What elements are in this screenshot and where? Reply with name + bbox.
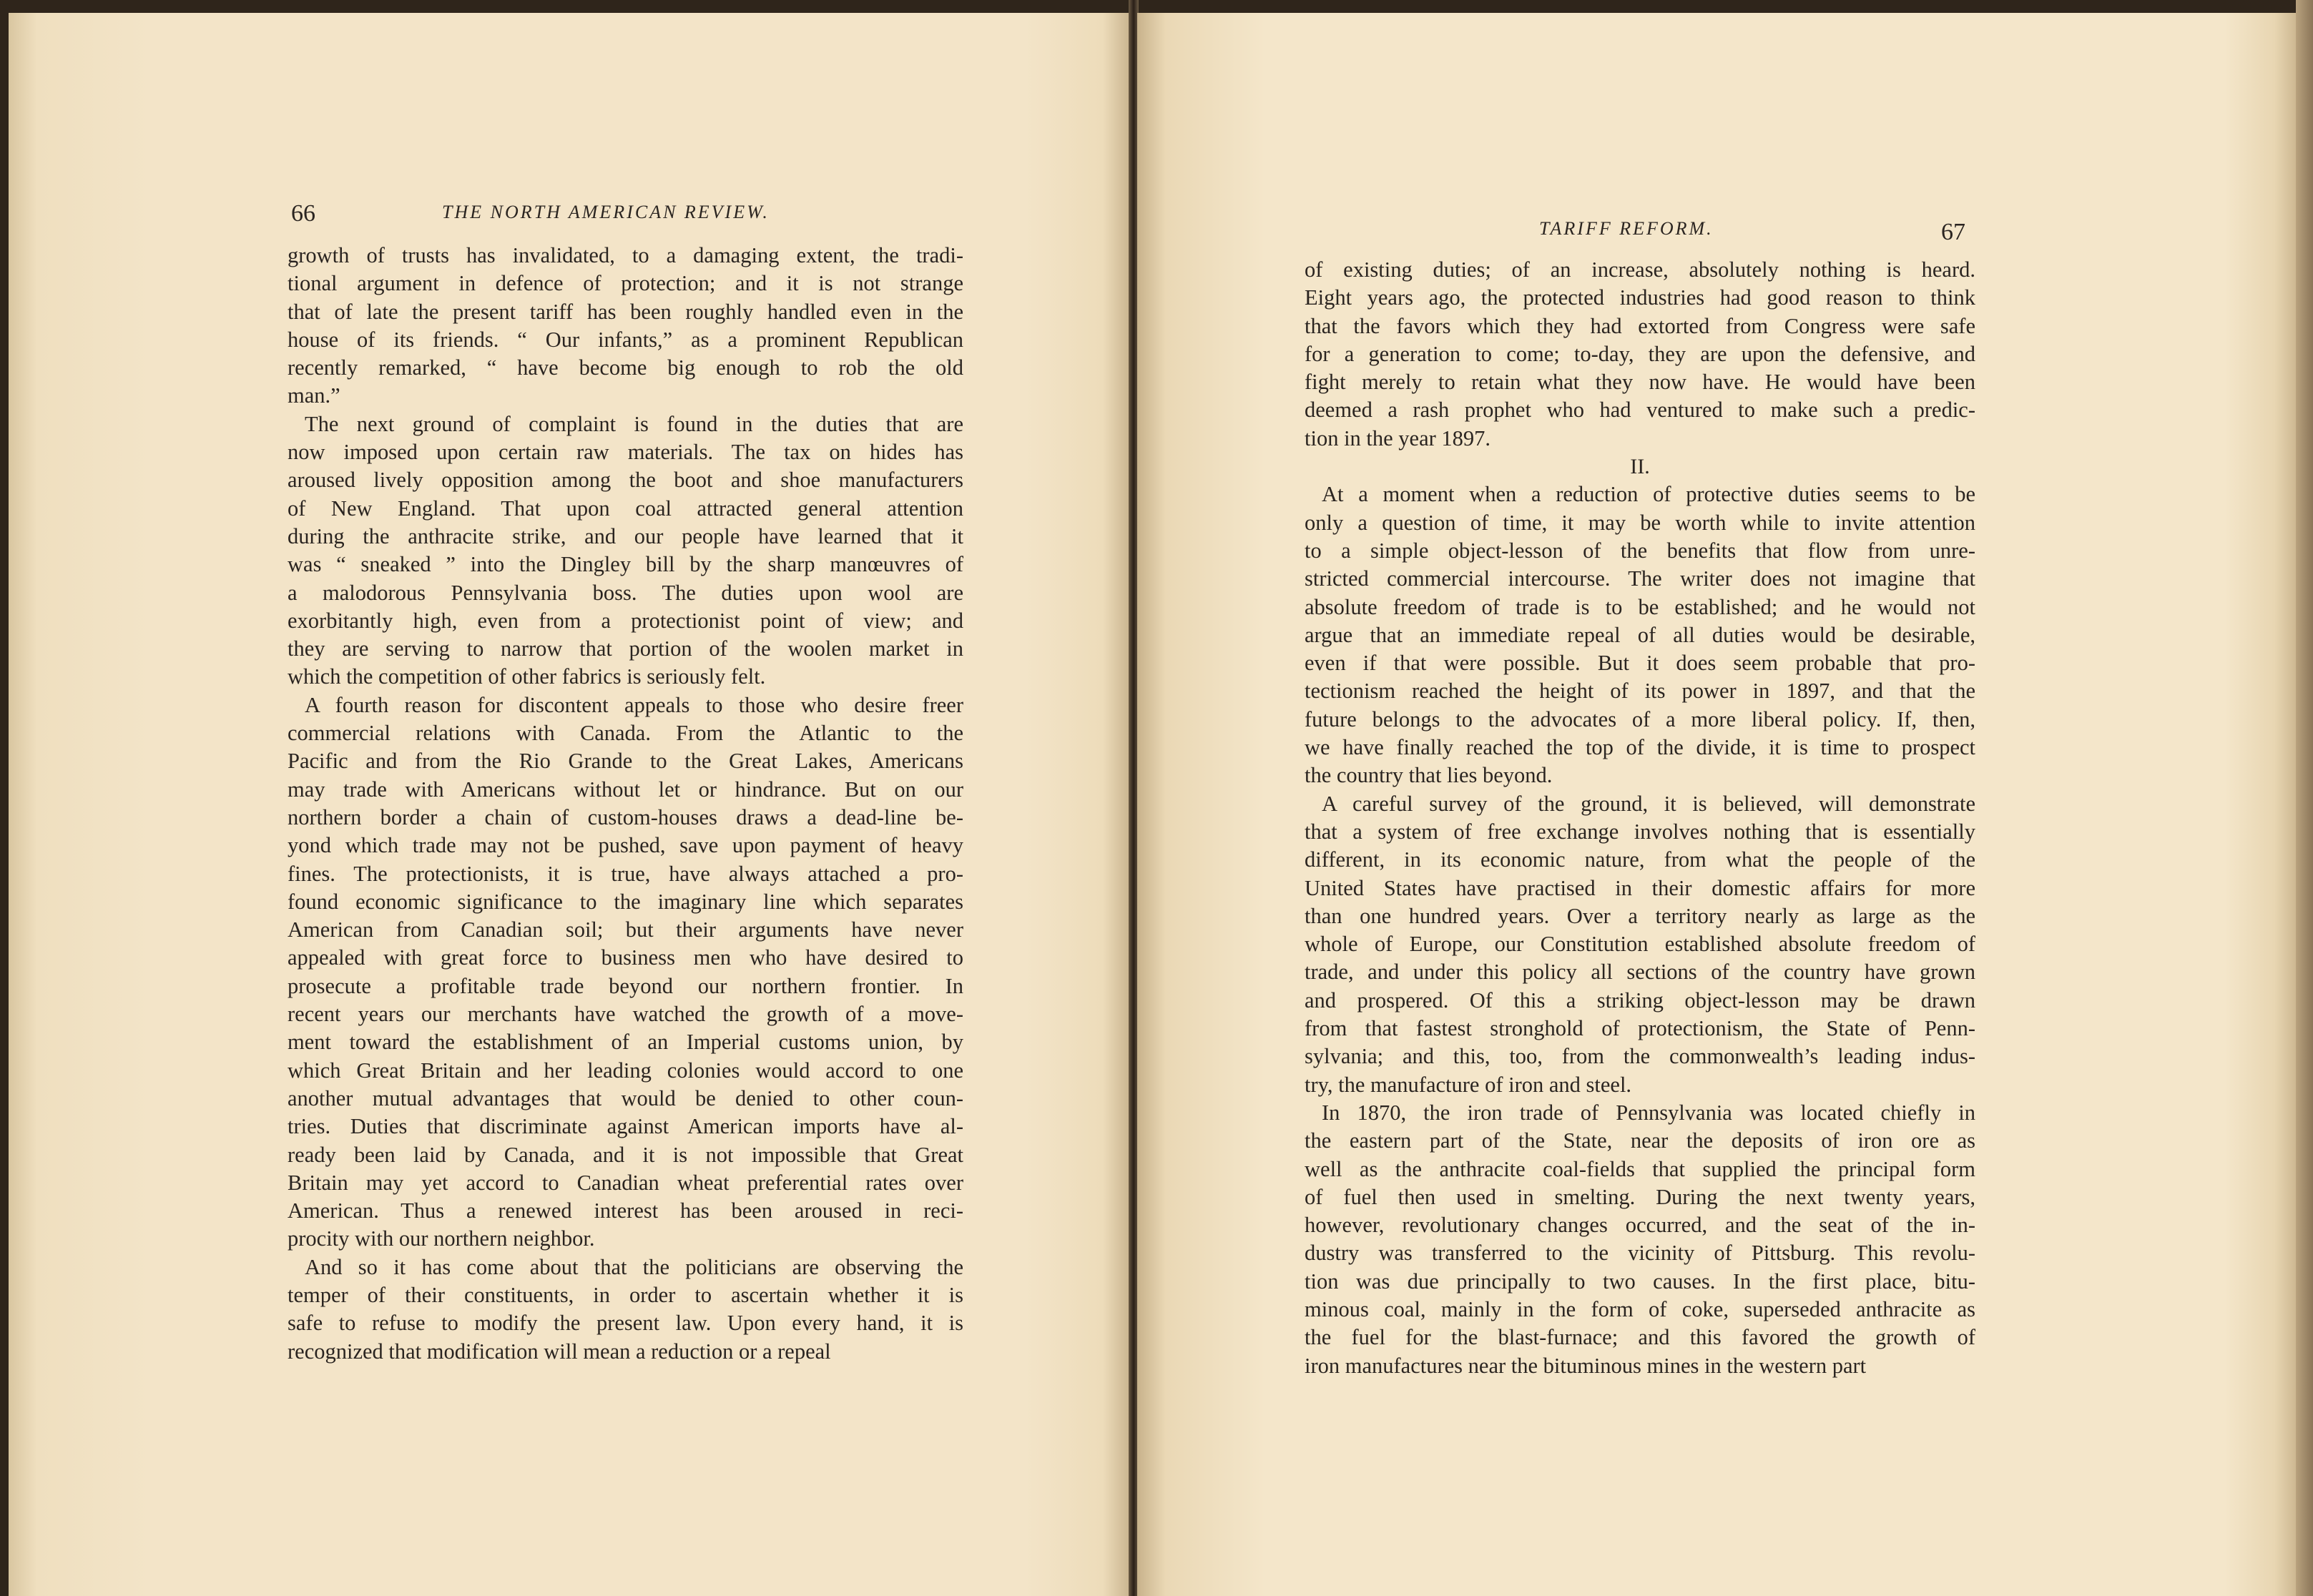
text-line: which Great Britain and her leading colonies would accord to one xyxy=(288,1058,963,1083)
text-line: Eight years ago, the protected industries had good reason to think xyxy=(1305,285,1975,310)
text-line: tion in the year 1897. xyxy=(1305,425,1491,450)
text-line: commercial relations with Canada. From the Atlantic to the xyxy=(288,721,963,746)
text-line: however, revolutionary changes occurred, and the seat of the in- xyxy=(1305,1213,1975,1238)
text-line: United States have practised in their domestic affairs for more xyxy=(1305,875,1975,900)
text-line: the eastern part of the State, near the deposits of iron ore as xyxy=(1305,1128,1975,1153)
text-line: the fuel for the blast-furnace; and this favored the growth of xyxy=(1305,1325,1975,1350)
text-line: man.” xyxy=(288,383,340,408)
text-line: temper of their constituents, in order to ascertain whether it is xyxy=(288,1282,963,1307)
text-line: even if that were possible. But it does seem probable that pro- xyxy=(1305,651,1975,676)
right-page xyxy=(1137,13,2296,1596)
text-line: than one hundred years. Over a territory nearly as large as the xyxy=(1305,903,1975,928)
text-line: different, in its economic nature, from what the people of the xyxy=(1305,847,1975,872)
text-line: A fourth reason for discontent appeals to those who desire freer xyxy=(305,692,963,717)
text-line: ment toward the establishment of an Imperial customs union, by xyxy=(288,1030,963,1055)
right-page-number: 67 xyxy=(1941,219,1965,245)
text-line: stricted commercial intercourse. The writer does not imagine that xyxy=(1305,566,1975,591)
left-page-number: 66 xyxy=(291,200,315,227)
text-line: And so it has come about that the politicians are observing the xyxy=(305,1254,963,1279)
text-line: fight merely to retain what they now have. He would have been xyxy=(1305,370,1975,395)
text-line: that the favors which they had extorted from Congress were safe xyxy=(1305,313,1975,338)
text-line: was “ sneaked ” into the Dingley bill by the sharp manœuvres of xyxy=(288,552,963,577)
text-line: of New England. That upon coal attracted general attention xyxy=(288,496,963,521)
text-line: a malodorous Pennsylvania boss. The duties upon wool are xyxy=(288,580,963,605)
left-page-text xyxy=(288,242,963,1366)
text-line: Britain may yet accord to Canadian wheat preferential rates over xyxy=(288,1170,963,1195)
text-line: to a simple object-lesson of the benefits that flow from unre- xyxy=(1305,538,1975,563)
text-line: now imposed upon certain raw materials. The tax on hides has xyxy=(288,440,963,465)
text-line: which the competition of other fabrics is seriously felt. xyxy=(288,664,766,689)
text-line: house of its friends. “ Our infants,” as a prominent Republican xyxy=(288,327,963,352)
text-line: of existing duties; of an increase, absolutely nothing is heard. xyxy=(1305,257,1975,282)
text-line: American. Thus a renewed interest has been aroused in reci- xyxy=(288,1198,963,1223)
text-line: procity with our northern neighbor. xyxy=(288,1226,595,1251)
text-line: appealed with great force to business men who have desired to xyxy=(288,945,963,970)
text-line: trade, and under this policy all sections of the country have grown xyxy=(1305,960,1975,985)
text-line: during the anthracite strike, and our people have learned that it xyxy=(288,523,963,548)
text-line: whole of Europe, our Constitution established absolute freedom of xyxy=(1305,932,1975,957)
text-line: that of late the present tariff has been roughly handled even in the xyxy=(288,299,963,324)
text-line: they are serving to narrow that portion of the woolen market in xyxy=(288,636,963,661)
text-line: only a question of time, it may be worth while to invite attention xyxy=(1305,510,1975,535)
text-line: found economic significance to the imaginary line which separates xyxy=(288,889,963,914)
text-line: tectionism reached the height of its power in 1897, and that the xyxy=(1305,679,1975,704)
text-line: absolute freedom of trade is to be established; and he would not xyxy=(1305,594,1975,619)
text-line: fines. The protectionists, it is true, have always attached a pro- xyxy=(288,861,963,886)
section-number: II. xyxy=(1630,455,1650,479)
text-line: The next ground of complaint is found in the duties that are xyxy=(305,411,963,436)
text-line: try, the manufacture of iron and steel. xyxy=(1305,1072,1632,1097)
text-line: future belongs to the advocates of a more liberal policy. If, then, xyxy=(1305,706,1975,732)
text-line: from that fastest stronghold of protectionism, the State of Penn- xyxy=(1305,1016,1975,1041)
left-page xyxy=(9,13,1130,1596)
text-line: we have finally reached the top of the divide, it is time to prospect xyxy=(1305,735,1975,760)
text-line: At a moment when a reduction of protective duties seems to be xyxy=(1322,482,1975,507)
text-line: dustry was transferred to the vicinity of Pittsburg. This revolu- xyxy=(1305,1241,1975,1266)
text-line: argue that an immediate repeal of all duties would be desirable, xyxy=(1305,622,1975,647)
text-line: American from Canadian soil; but their arguments have never xyxy=(288,917,963,942)
text-line: growth of trusts has invalidated, to a damaging extent, the tradi- xyxy=(288,243,963,267)
text-line: the country that lies beyond. xyxy=(1305,763,1553,788)
book-fore-edge xyxy=(2296,0,2313,1596)
text-line: iron manufactures near the bituminous mines in the western part xyxy=(1305,1353,1867,1378)
text-line: A careful survey of the ground, it is believed, will demonstrate xyxy=(1322,791,1975,816)
text-line: prosecute a profitable trade beyond our northern frontier. In xyxy=(288,973,963,998)
text-line: well as the anthracite coal-fields that supplied the principal form xyxy=(1305,1156,1975,1181)
text-line: and prospered. Of this a striking object-lesson may be drawn xyxy=(1305,987,1975,1013)
left-running-head: THE NORTH AMERICAN REVIEW. xyxy=(442,202,770,222)
text-line: northern border a chain of custom-houses draws a dead-line be- xyxy=(288,804,963,829)
text-line: tional argument in defence of protection; and it is not strange xyxy=(288,271,963,296)
text-line: ready been laid by Canada, and it is not impossible that Great xyxy=(288,1142,963,1167)
text-line: recent years our merchants have watched the growth of a move- xyxy=(288,1002,963,1027)
text-line: that a system of free exchange involves nothing that is essentially xyxy=(1305,819,1975,844)
text-line: may trade with Americans without let or hindrance. But on our xyxy=(288,777,963,802)
text-line: yond which trade may not be pushed, save upon payment of heavy xyxy=(288,833,963,858)
text-line: aroused lively opposition among the boot and shoe manufacturers xyxy=(288,468,963,493)
right-page-text xyxy=(1305,256,1975,1380)
text-line: another mutual advantages that would be denied to other coun- xyxy=(288,1085,963,1110)
text-line: deemed a rash prophet who had ventured to make such a predic- xyxy=(1305,398,1975,423)
text-line: tries. Duties that discriminate against American imports have al- xyxy=(288,1114,963,1139)
text-line: sylvania; and this, too, from the commonwealth’s leading indus- xyxy=(1305,1044,1975,1069)
text-line: recently remarked, “ have become big enough to rob the old xyxy=(288,355,963,380)
text-line: safe to refuse to modify the present law. Upon every hand, it is xyxy=(288,1311,963,1336)
right-running-head: TARIFF REFORM. xyxy=(1539,218,1714,239)
text-line: of fuel then used in smelting. During the next twenty years, xyxy=(1305,1184,1975,1209)
text-line: tion was due principally to two causes. In the first place, bitu- xyxy=(1305,1269,1975,1294)
text-line: In 1870, the iron trade of Pennsylvania was located chiefly in xyxy=(1322,1100,1975,1125)
text-line: exorbitantly high, even from a protectionist point of view; and xyxy=(288,608,963,633)
text-line: minous coal, mainly in the form of coke, superseded anthracite as xyxy=(1305,1296,1975,1321)
text-line: Pacific and from the Rio Grande to the Great Lakes, Americans xyxy=(288,749,963,774)
text-line: for a generation to come; to-day, they are upon the defensive, and xyxy=(1305,341,1975,366)
text-line: recognized that modification will mean a reduction or a repeal xyxy=(288,1339,831,1364)
